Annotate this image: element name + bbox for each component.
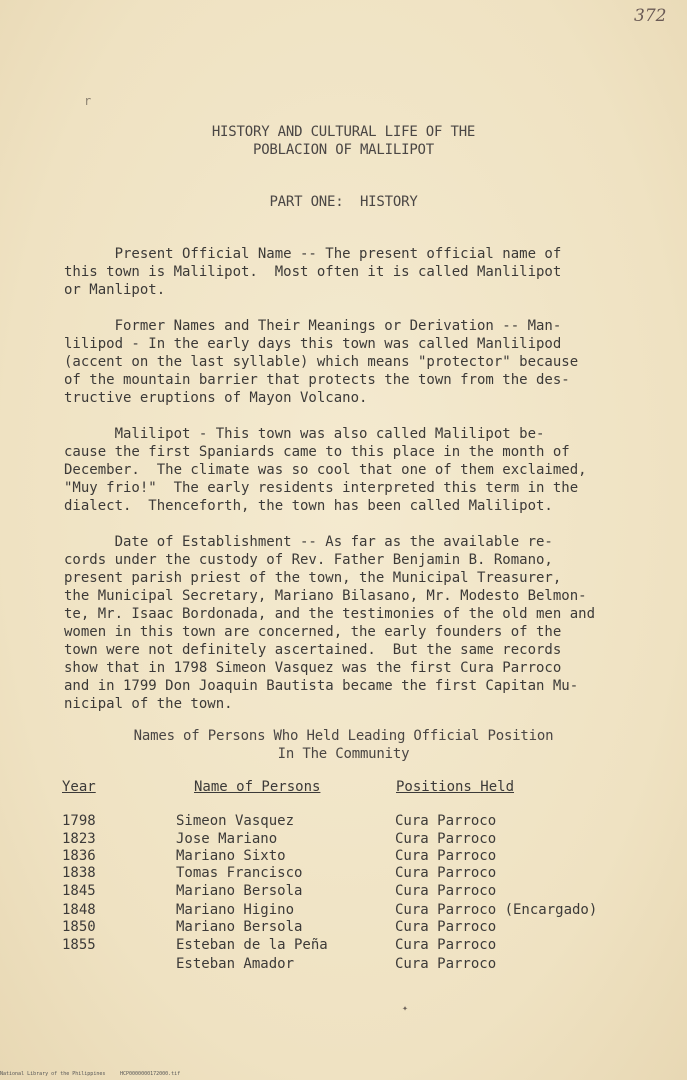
year-cell: 1798 <box>62 813 96 829</box>
year-cell: 1845 <box>62 883 96 899</box>
paragraph-line: or Manlipot. <box>64 282 166 298</box>
paragraph-line: Malilipot - This town was also called Malilipot be- <box>64 426 545 442</box>
table-row <box>0 956 687 974</box>
ink-speck: ✦ <box>402 1003 409 1014</box>
table-row <box>0 848 687 866</box>
paragraph-line: tructive eruptions of Mayon Volcano. <box>64 390 368 406</box>
paragraph-line: town were not definitely ascertained. But the same records <box>64 642 562 658</box>
position-cell: Cura Parroco <box>395 956 497 972</box>
paragraph-line: women in this town are concerned, the early founders of the <box>64 624 562 640</box>
column-header-position: Positions Held <box>396 779 515 795</box>
year-cell: 1836 <box>62 848 96 864</box>
year-cell: 1838 <box>62 865 96 881</box>
name-cell: Simeon Vasquez <box>176 813 295 829</box>
table-row <box>0 902 687 920</box>
paragraph-line: Former Names and Their Meanings or Derivation -- Man- <box>64 318 562 334</box>
paragraph-line: cause the first Spaniards came to this place in the month of <box>64 444 570 460</box>
paragraph-line: the Municipal Secretary, Mariano Bilasano, Mr. Modesto Belmon- <box>64 588 587 604</box>
position-cell: Cura Parroco <box>395 813 497 829</box>
position-cell: Cura Parroco <box>395 919 497 935</box>
name-cell: Mariano Sixto <box>176 848 286 864</box>
table-row <box>0 883 687 901</box>
position-cell: Cura Parroco <box>395 831 497 847</box>
column-header-year: Year <box>62 779 96 795</box>
title-line-2: POBLACION OF MALILIPOT <box>252 142 435 158</box>
paragraph-line: lilipod - In the early days this town was called Manlilipod <box>64 336 562 352</box>
paragraph-line: Present Official Name -- The present official name of <box>64 246 562 262</box>
paragraph-line: (accent on the last syllable) which means "protector" because <box>64 354 579 370</box>
position-cell: Cura Parroco <box>395 865 497 881</box>
name-cell: Tomas Francisco <box>176 865 303 881</box>
footer-library: National Library of the Philippines <box>0 1071 106 1077</box>
year-cell: 1823 <box>62 831 96 847</box>
paragraph-former-names <box>64 317 624 407</box>
name-cell: Jose Mariano <box>176 831 278 847</box>
paragraph-line: nicipal of the town. <box>64 696 233 712</box>
table-row <box>0 937 687 955</box>
column-header-name: Name of Persons <box>194 779 321 795</box>
year-cell: 1848 <box>62 902 96 918</box>
title-line-1: HISTORY AND CULTURAL LIFE OF THE <box>211 124 476 140</box>
position-cell: Cura Parroco (Encargado) <box>395 902 598 918</box>
table-caption-line-1: Names of Persons Who Held Leading Official Position <box>133 728 554 744</box>
name-cell: Mariano Bersola <box>176 919 303 935</box>
paragraph-line: "Muy frio!" The early residents interpreted this term in the <box>64 480 579 496</box>
page-number: 372 <box>634 6 667 26</box>
name-cell: Mariano Higino <box>176 902 295 918</box>
year-cell: 1855 <box>62 937 96 953</box>
paragraph-line: and in 1799 Don Joaquin Bautista became the first Capitan Mu- <box>64 678 579 694</box>
position-cell: Cura Parroco <box>395 848 497 864</box>
paragraph-line: te, Mr. Isaac Bordonada, and the testimonies of the old men and <box>64 606 596 622</box>
paragraph-official-name <box>64 245 624 299</box>
name-cell: Esteban Amador <box>176 956 295 972</box>
footer-filename: HCP0000000172000.tif <box>120 1071 181 1077</box>
paragraph-line: of the mountain barrier that protects the town from the des- <box>64 372 570 388</box>
paragraph-malilipot <box>64 425 624 515</box>
paragraph-line: Date of Establishment -- As far as the available re- <box>64 534 553 550</box>
paragraph-line: December. The climate was so cool that one of them exclaimed, <box>64 462 587 478</box>
paragraph-line: cords under the custody of Rev. Father Benjamin B. Romano, <box>64 552 553 568</box>
name-cell: Mariano Bersola <box>176 883 303 899</box>
table-caption-line-2: In The Community <box>277 746 410 762</box>
position-cell: Cura Parroco <box>395 883 497 899</box>
paragraph-line: show that in 1798 Simeon Vasquez was the first Cura Parroco <box>64 660 562 676</box>
table-row <box>0 831 687 849</box>
part-heading: PART ONE: HISTORY <box>269 194 418 210</box>
table-row <box>0 919 687 937</box>
paragraph-line: this town is Malilipot. Most often it is called Manlilipot <box>64 264 562 280</box>
position-cell: Cura Parroco <box>395 937 497 953</box>
paragraph-line: dialect. Thenceforth, the town has been called Malilipot. <box>64 498 553 514</box>
name-cell: Esteban de la Peña <box>176 937 328 953</box>
table-row <box>0 813 687 831</box>
table-row <box>0 865 687 883</box>
paragraph-date-of-establishment <box>64 533 624 713</box>
year-cell: 1850 <box>62 919 96 935</box>
margin-mark: r <box>84 94 92 108</box>
paragraph-line: present parish priest of the town, the Municipal Treasurer, <box>64 570 562 586</box>
